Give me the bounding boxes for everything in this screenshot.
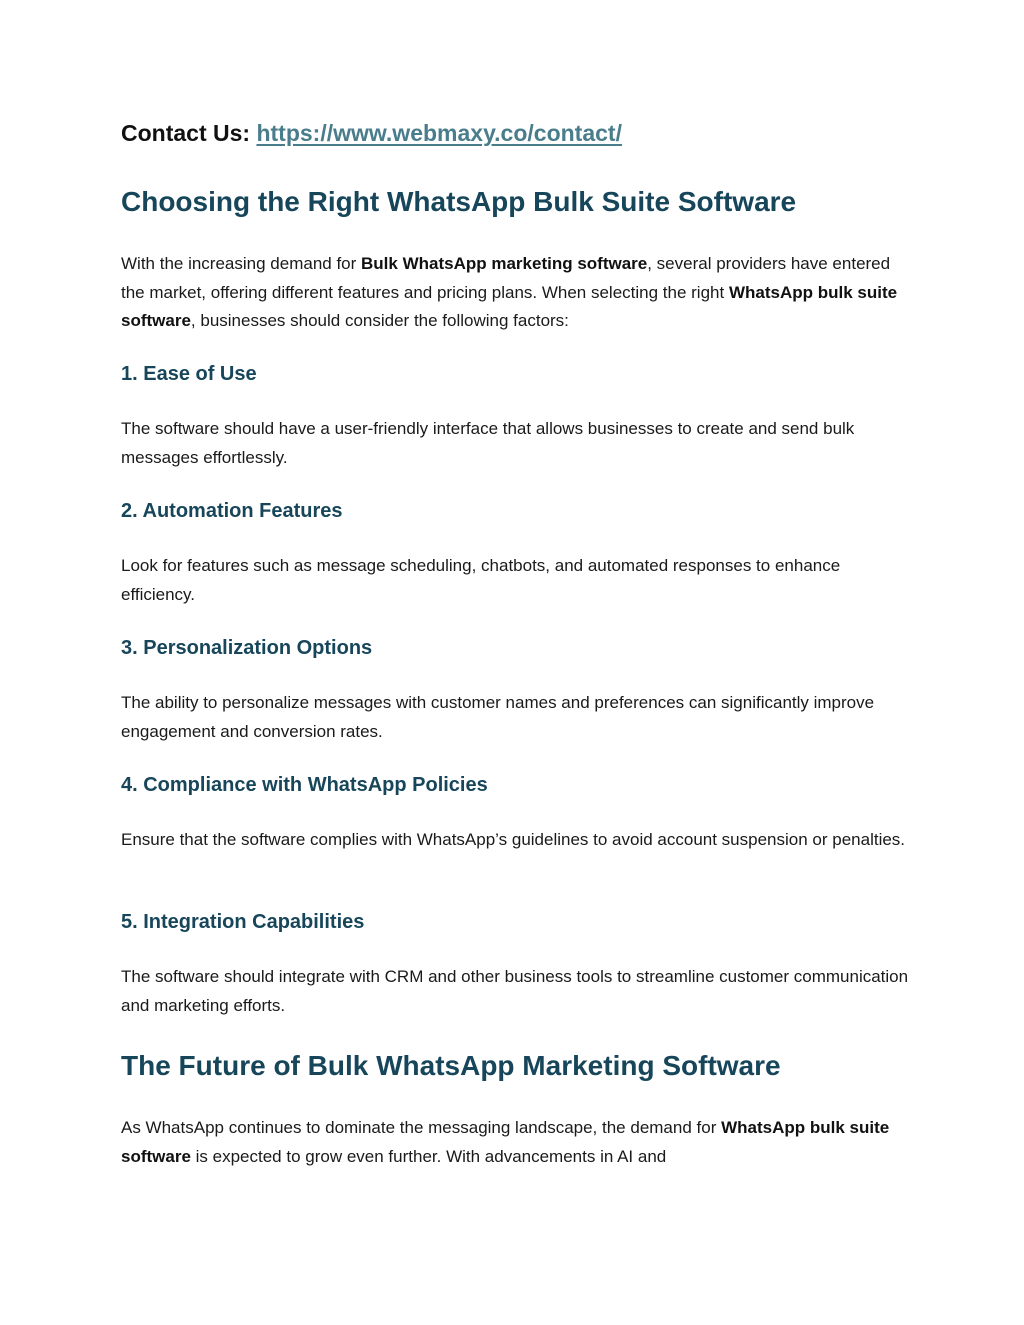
factor-text-automation: Look for features such as message scheduling, chatbots, and automated responses to enhance efficiency.: [121, 556, 841, 604]
factor-heading-compliance: 4. Compliance with WhatsApp Policies: [121, 774, 488, 796]
future-intro-paragraph: As WhatsApp continues to dominate the messaging landscape, the demand for WhatsApp bulk suite software is expected to grow even further. With advancements in AI and: [121, 1118, 890, 1166]
factor-heading-automation: 2. Automation Features: [121, 500, 343, 522]
section-heading-future: The Future of Bulk WhatsApp Marketing Software: [121, 1050, 781, 1081]
contact-link[interactable]: https://www.webmaxy.co/contact/: [256, 120, 622, 146]
section-heading-choosing: Choosing the Right WhatsApp Bulk Suite Software: [121, 186, 797, 217]
factor-heading-personalization: 3. Personalization Options: [121, 637, 373, 659]
factor-heading-integration: 5. Integration Capabilities: [121, 911, 365, 933]
factor-text-compliance: Ensure that the software complies with WhatsApp’s guidelines to avoid account suspension or penalties.: [121, 830, 906, 849]
factor-text-ease-of-use: The software should have a user-friendly interface that allows businesses to create and send bulk messages effortlessly.: [121, 419, 855, 467]
contact-line: [121, 120, 622, 147]
factor-text-personalization: The ability to personalize messages with customer names and preferences can significantly improve engagement and conversion rates.: [121, 693, 875, 741]
contact-label: Contact Us:: [121, 120, 251, 146]
factor-heading-ease-of-use: 1. Ease of Use: [121, 363, 257, 385]
factor-text-integration: The software should integrate with CRM and other business tools to streamline customer communication and marketing efforts.: [121, 967, 909, 1015]
section-intro-paragraph: With the increasing demand for Bulk WhatsApp marketing software, several providers have entered the market, offering different features and pricing plans. When selecting the right WhatsApp bulk suite software, businesses should consider the following factors:: [121, 254, 898, 330]
